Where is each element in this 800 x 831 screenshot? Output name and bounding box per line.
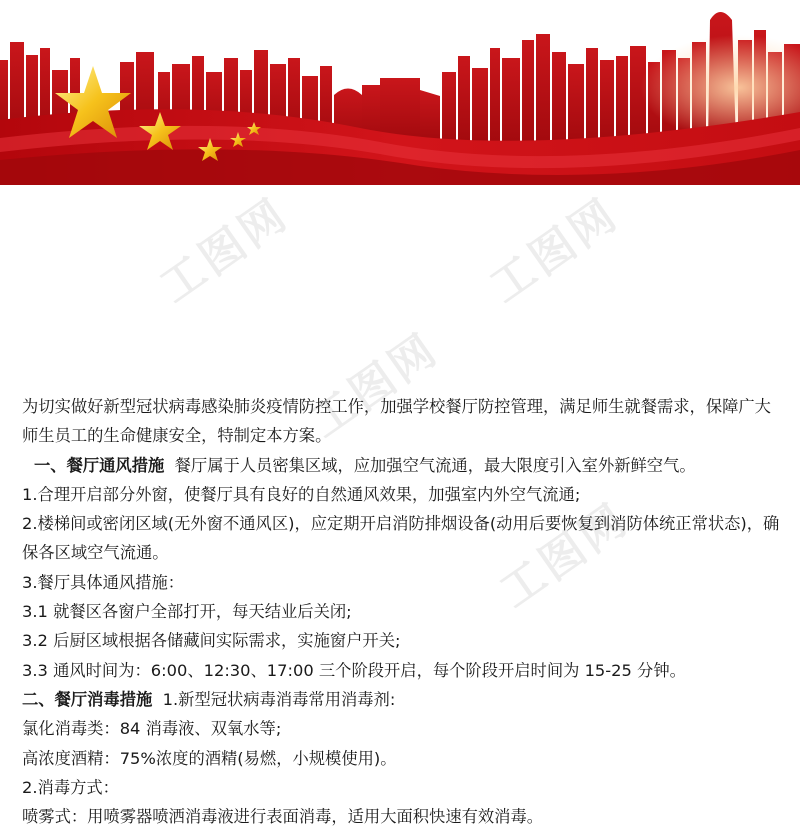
chlorine-disinfectant: 氯化消毒类：84 消毒液、双氧水等; [22, 719, 282, 739]
header-banner [0, 0, 800, 185]
spray-method: 喷雾式：用喷雾器喷洒消毒液进行表面消毒，适用大面积快速有效消毒。 [22, 807, 544, 827]
banner-graphic [0, 0, 800, 185]
disinfection-methods: 2.消毒方式： [22, 777, 119, 797]
section2-lead: 1.新型冠状病毒消毒常用消毒剂: [162, 689, 396, 709]
section1-item3: 3.餐厅具体通风措施： [22, 572, 185, 592]
section1-lead: 餐厅属于人员密集区域，应加强空气流通，最大限度引入室外新鲜空气。 [174, 455, 696, 475]
section1-item3-1: 3.1 就餐区各窗户全部打开，每天结业后关闭; [22, 602, 352, 622]
intro-paragraph: 为切实做好新型冠状病毒感染肺炎疫情防控工作，加强学校餐厅防控管理，满足师生就餐需求，保障广大师生员工的生命健康安全，特制定本方案。 [22, 397, 771, 446]
section1-paragraph [22, 451, 782, 480]
section2-paragraph [22, 685, 782, 714]
section1-item3-2: 3.2 后厨区域根据各储藏间实际需求，实施窗户开关; [22, 631, 401, 651]
document-body [22, 392, 782, 831]
section1-item2: 2.楼梯间或密闭区域(无外窗不通风区)，应定期开启消防排烟设备(动用后要恢复到消防体统正常状态)，确保各区域空气流通。 [22, 514, 780, 563]
watermark: 工图网 [150, 188, 299, 313]
section2-heading: 二、餐厅消毒措施 [22, 689, 153, 709]
watermark: 工图网 [300, 323, 449, 448]
watermark: 工图网 [490, 493, 639, 618]
section1-item1: 1.合理开启部分外窗，使餐厅具有良好的自然通风效果，加强室内外空气流通; [22, 484, 581, 504]
section1-item3-3: 3.3 通风时间为：6:00、12:30、17:00 三个阶段开启，每个阶段开启时间为 15-25 分钟。 [22, 660, 686, 680]
section1-heading: 一、餐厅通风措施 [34, 455, 165, 475]
alcohol-disinfectant: 高浓度酒精：75%浓度的酒精(易燃，小规模使用)。 [22, 748, 397, 768]
watermark: 工图网 [480, 188, 629, 313]
